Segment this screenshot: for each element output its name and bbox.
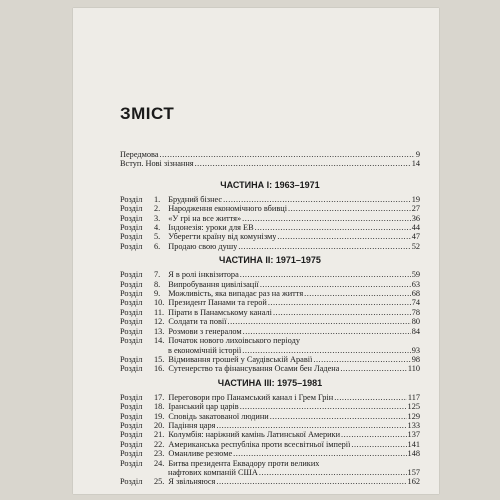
chapter-label: Розділ <box>120 477 143 487</box>
chapter-page-number: 148 <box>407 449 420 459</box>
chapter-label: Розділ <box>120 402 143 412</box>
chapter-title: Американська республіка проти всесвітньої імперії <box>168 439 351 449</box>
chapter-title: Відмивання грошей у Саудівській Аравії <box>168 354 313 364</box>
chapter-number: 22. <box>154 439 165 449</box>
chapter-page-number: 47 <box>411 232 420 242</box>
chapter-page-number: 141 <box>407 439 420 449</box>
chapter-page-number: 27 <box>411 204 420 214</box>
book-page <box>73 8 439 494</box>
toc-chapter-entry[interactable] <box>120 242 420 251</box>
chapter-number: 1. <box>154 194 161 204</box>
chapter-number: 11. <box>154 307 165 317</box>
dot-leader <box>160 150 415 159</box>
dot-leader <box>260 280 411 289</box>
chapter-page-number: 63 <box>411 279 420 289</box>
chapter-number: 24. <box>154 458 165 468</box>
entry-title: Передмова <box>120 150 159 159</box>
chapter-title: Можливість, яка випадає раз на життя <box>168 289 304 299</box>
toc-chapter-entry[interactable] <box>120 232 420 241</box>
chapter-title: Випробування цивілізації <box>168 279 259 289</box>
dot-leader <box>340 364 406 373</box>
chapter-label: Розділ <box>120 326 143 336</box>
chapter-title: Уберегти країну від комунізму <box>168 232 277 242</box>
chapter-number: 5. <box>154 232 161 242</box>
chapter-title: в економічній історії <box>168 345 242 355</box>
dot-leader <box>216 477 406 486</box>
chapter-number: 17. <box>154 392 165 402</box>
dot-leader <box>242 214 411 223</box>
toc-chapter-entry[interactable] <box>120 280 420 289</box>
front-matter <box>120 150 420 176</box>
chapter-title: Я звільняюся <box>168 477 216 487</box>
toc-chapter-entry[interactable] <box>120 421 420 430</box>
chapter-number: 13. <box>154 326 165 336</box>
toc-chapter-entry[interactable] <box>120 477 420 486</box>
dot-leader <box>242 346 410 355</box>
chapter-page-number: 129 <box>407 411 420 421</box>
dot-leader <box>304 289 411 298</box>
chapter-title: Солдати та повії <box>168 317 227 327</box>
chapter-page-number: 133 <box>407 420 420 430</box>
chapter-page-number: 84 <box>411 326 420 336</box>
chapter-number: 15. <box>154 354 165 364</box>
chapter-label: Розділ <box>120 270 143 280</box>
dot-leader <box>238 242 410 251</box>
chapter-page-number: 137 <box>407 430 420 440</box>
chapter-number: 3. <box>154 213 161 223</box>
chapter-number: 10. <box>154 298 165 308</box>
toc-chapter-entry[interactable] <box>120 449 420 458</box>
dot-leader <box>216 421 406 430</box>
chapter-label: Розділ <box>120 354 143 364</box>
chapter-label: Розділ <box>120 213 143 223</box>
chapter-label: Розділ <box>120 289 143 299</box>
toc-chapter-entry[interactable] <box>120 393 420 402</box>
toc-chapter-entry[interactable] <box>120 430 420 439</box>
chapter-title: Оманливе резюме <box>168 449 233 459</box>
dot-leader <box>259 468 407 477</box>
toc-part <box>120 255 420 373</box>
chapter-title: Я в ролі інквізитора <box>168 270 239 280</box>
toc-chapter-entry[interactable] <box>120 468 420 477</box>
dot-leader <box>233 449 406 458</box>
chapter-number: 25. <box>154 477 165 487</box>
entry-page-number: 14 <box>411 159 420 169</box>
chapter-number: 14. <box>154 336 165 346</box>
spacer <box>120 169 420 176</box>
chapter-title: Розмови з генералом <box>168 326 242 336</box>
chapter-title: Сповідь закатованої людини <box>168 411 269 421</box>
chapter-title: Переговори про Панамський канал і Грем Грін <box>168 392 334 402</box>
chapter-page-number: 68 <box>411 289 420 299</box>
chapter-title: «У грі на все життя» <box>168 213 242 223</box>
dot-leader <box>288 204 411 213</box>
chapter-label: Розділ <box>120 439 143 449</box>
chapter-label: Розділ <box>120 298 143 308</box>
chapter-number: 8. <box>154 279 161 289</box>
chapter-label: Розділ <box>120 241 143 251</box>
chapter-number: 19. <box>154 411 165 421</box>
toc-chapter-entry[interactable] <box>120 412 420 421</box>
dot-leader <box>228 317 411 326</box>
chapter-title: Битва президента Еквадору проти великих <box>168 458 320 468</box>
chapter-page-number: 19 <box>411 194 420 204</box>
chapter-page-number: 44 <box>411 223 420 233</box>
toc-chapter-entry[interactable] <box>120 223 420 232</box>
chapter-title: Падіння царя <box>168 420 216 430</box>
chapter-number: 9. <box>154 289 161 299</box>
chapter-label: Розділ <box>120 449 143 459</box>
chapter-label: Розділ <box>120 317 143 327</box>
chapter-number: 23. <box>154 449 165 459</box>
chapter-page-number: 80 <box>411 317 420 327</box>
part-heading: ЧАСТИНА I: 1963–1971 <box>220 179 320 190</box>
chapter-page-number: 157 <box>407 467 420 477</box>
toc-chapter-entry[interactable] <box>120 346 420 355</box>
chapter-page-number: 93 <box>411 345 420 355</box>
dot-leader <box>240 402 407 411</box>
dot-leader <box>341 430 407 439</box>
toc-chapter-entry[interactable] <box>120 204 420 213</box>
chapter-label: Розділ <box>120 232 143 242</box>
toc-parts <box>120 180 420 487</box>
chapter-page-number: 98 <box>411 354 420 364</box>
chapter-title: Продаю свою душу <box>168 241 238 251</box>
toc-chapter-entry[interactable] <box>120 364 420 373</box>
chapter-page-number: 110 <box>407 364 420 374</box>
toc-chapter-entry[interactable] <box>120 308 420 317</box>
toc-chapter-entry[interactable] <box>120 289 420 298</box>
chapter-label: Розділ <box>120 204 143 214</box>
chapter-label: Розділ <box>120 430 143 440</box>
toc-chapter-entry[interactable] <box>120 355 420 364</box>
dot-leader <box>268 298 411 307</box>
toc-front-entry[interactable] <box>120 150 420 159</box>
chapter-page-number: 125 <box>407 402 420 412</box>
chapter-label: Розділ <box>120 420 143 430</box>
chapter-page-number: 59 <box>411 270 420 280</box>
chapter-label: Розділ <box>120 364 143 374</box>
chapter-page-number: 162 <box>407 477 420 487</box>
chapter-number: 2. <box>154 204 161 214</box>
chapter-title: Брудний бізнес <box>168 194 223 204</box>
chapter-label: Розділ <box>120 458 143 468</box>
part-heading: ЧАСТИНА III: 1975–1981 <box>217 377 323 388</box>
dot-leader <box>277 232 410 241</box>
dot-leader <box>334 393 407 402</box>
chapter-label: Розділ <box>120 411 143 421</box>
chapter-number: 21. <box>154 430 165 440</box>
dot-leader <box>243 327 411 336</box>
chapter-title: нафтових компаній США <box>168 467 258 477</box>
part-heading: ЧАСТИНА II: 1971–1975 <box>219 255 321 266</box>
chapter-title: Сутенерство та фінансування Осами бен Ладена <box>168 364 340 374</box>
chapter-title: Іранський цар царів <box>168 402 239 412</box>
chapter-title: Пірати в Панамському каналі <box>168 307 272 317</box>
toc-chapter-entry[interactable] <box>120 440 420 449</box>
chapter-title: Президент Панами та герой <box>168 298 267 308</box>
chapter-title: Колумбія: наріжний камінь Латинської Америки <box>168 430 341 440</box>
toc-chapter-entry[interactable] <box>120 336 420 345</box>
toc-chapter-entry[interactable] <box>120 317 420 326</box>
toc-chapter-entry[interactable] <box>120 214 420 223</box>
toc-chapter-entry[interactable] <box>120 298 420 307</box>
dot-leader <box>351 440 406 449</box>
dot-leader <box>270 412 407 421</box>
chapter-number: 20. <box>154 420 165 430</box>
table-of-contents <box>120 104 420 487</box>
toc-chapter-entry[interactable] <box>120 270 420 279</box>
dot-leader <box>255 223 411 232</box>
chapter-title: Індонезія: уроки для ЕВ <box>168 223 254 233</box>
chapter-label: Розділ <box>120 223 143 233</box>
chapter-label: Розділ <box>120 194 143 204</box>
chapter-title: Народження економічного вбивці <box>168 204 288 214</box>
dot-leader <box>223 195 411 204</box>
chapter-label: Розділ <box>120 336 143 346</box>
dot-leader <box>195 159 411 168</box>
chapter-number: 16. <box>154 364 165 374</box>
entry-page-number: 9 <box>415 150 420 159</box>
toc-part <box>120 180 420 251</box>
chapter-title: Початок нового лихоівського періоду <box>168 336 300 346</box>
dot-leader <box>240 270 411 279</box>
chapter-label: Розділ <box>120 307 143 317</box>
chapter-page-number: 74 <box>411 298 420 308</box>
chapter-page-number: 36 <box>411 213 420 223</box>
chapter-number: 12. <box>154 317 165 327</box>
toc-chapter-entry[interactable] <box>120 402 420 411</box>
toc-front-entry[interactable] <box>120 159 420 168</box>
toc-chapter-entry[interactable] <box>120 327 420 336</box>
dot-leader <box>273 308 411 317</box>
chapter-label: Розділ <box>120 392 143 402</box>
dot-leader <box>313 355 410 364</box>
chapter-number: 18. <box>154 402 165 412</box>
chapter-label: Розділ <box>120 279 143 289</box>
chapter-page-number: 52 <box>411 241 420 251</box>
chapter-number: 7. <box>154 270 161 280</box>
toc-chapter-entry[interactable] <box>120 459 420 468</box>
page-title: ЗМІСТ <box>120 104 175 123</box>
chapter-number: 4. <box>154 223 161 233</box>
chapter-page-number: 78 <box>411 307 420 317</box>
toc-chapter-entry[interactable] <box>120 195 420 204</box>
chapter-page-number: 117 <box>407 392 420 402</box>
toc-part <box>120 378 420 487</box>
chapter-number: 6. <box>154 241 161 251</box>
entry-title: Вступ. Нові зізнання <box>120 159 194 169</box>
